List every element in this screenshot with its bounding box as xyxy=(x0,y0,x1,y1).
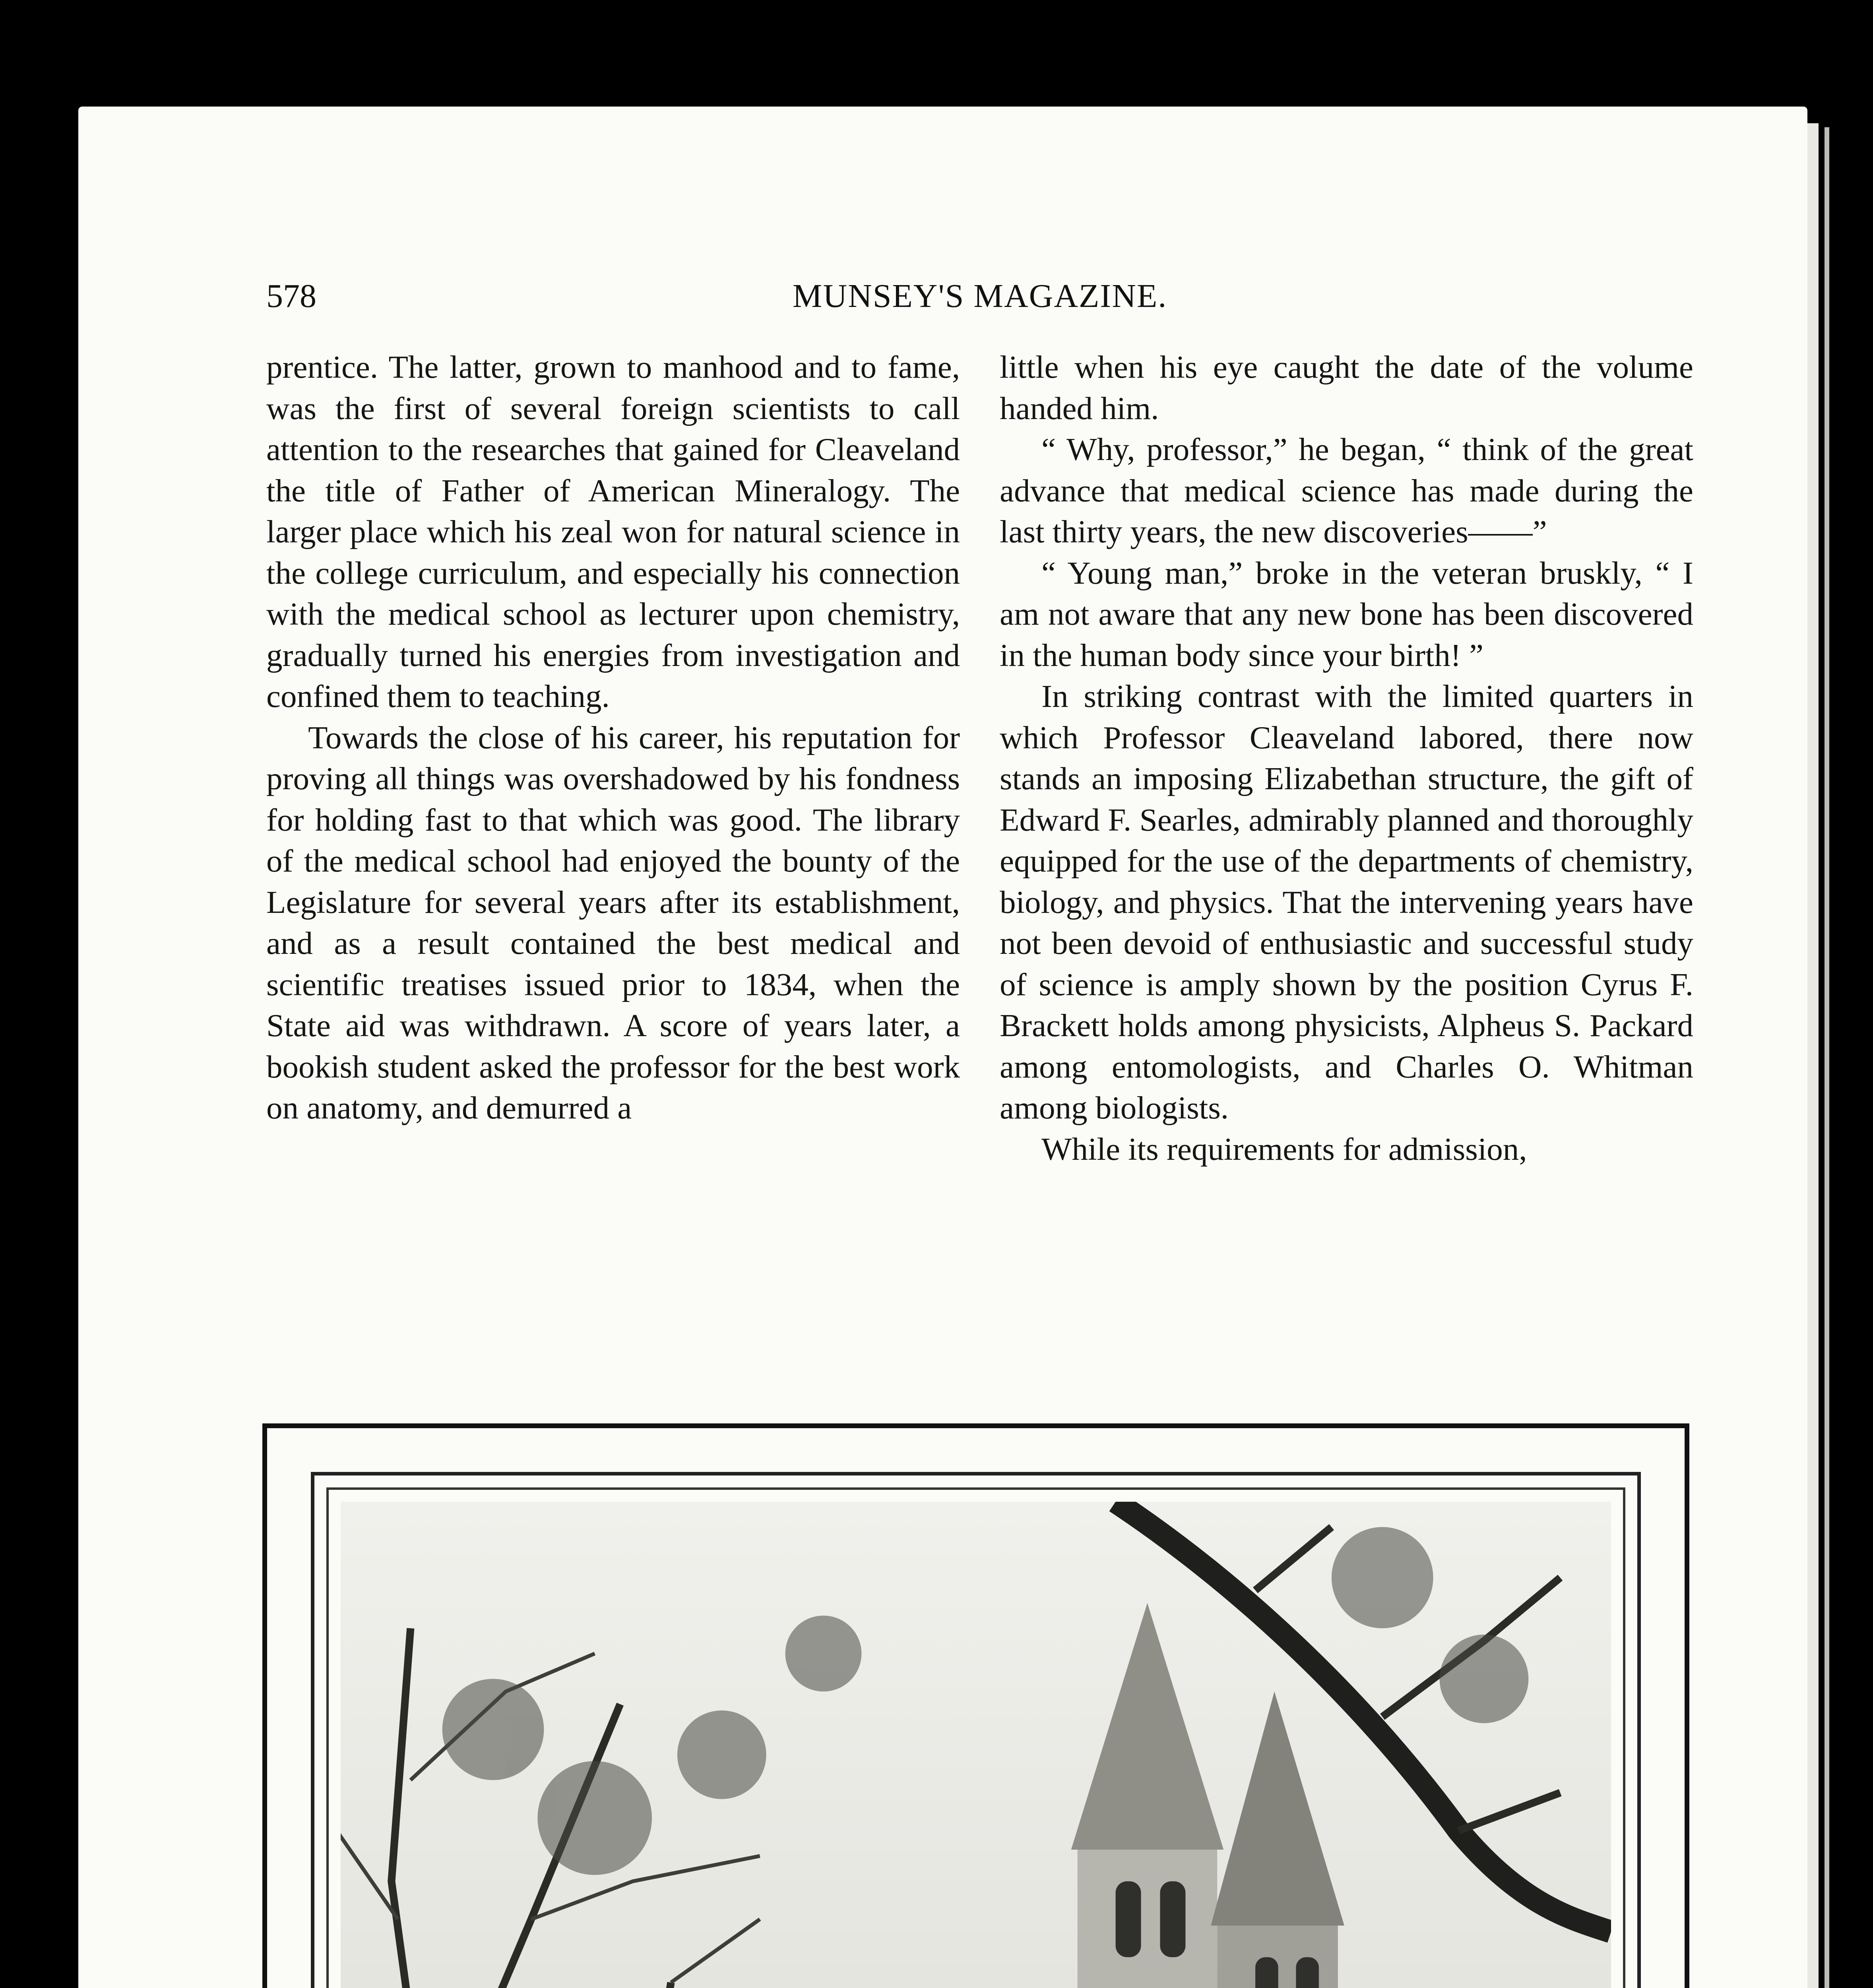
right-paragraph-5: While its requirements for admission, xyxy=(1041,1131,1527,1167)
chapel-photograph xyxy=(341,1502,1611,1988)
right-column xyxy=(1000,347,1693,1170)
page-edge-shadow xyxy=(1825,127,1829,1988)
page-edge xyxy=(1807,123,1819,1988)
right-paragraph-2: “ Why, professor,” he began, “ think of the great advance that medical science has made during the last thirty years, the new discoveries——” xyxy=(1000,431,1693,549)
photo-frame xyxy=(311,1472,1641,1988)
photo-frame-inner xyxy=(326,1487,1625,1988)
left-column xyxy=(266,347,960,1129)
chapel-illustration xyxy=(341,1502,1611,1988)
photo-figure xyxy=(262,1423,1689,1988)
right-paragraph-4: In striking contrast with the limited quarters in which Professor Cleaveland labored, there now stands an imposing Elizabethan structure, the gift of Edward F. Searles, admirably planned and thoroughly equipped for the use of the departments of chemistry, biology, and physics. That the intervening years have not been devoid of enthusiastic and successful study of science is amply shown by the position Cyrus F. Brackett holds among physicists, Alpheus S. Packard among entomologists, and Charles O. Whitman among biologists. xyxy=(1000,678,1693,1126)
left-paragraph-2: Towards the close of his career, his reputation for proving all things was overshadowed by his fondness for holding fast to that which was good. The library of the medical school had enjoyed the bounty of the Legislature for several years after its establishment, and as a result contained the best medical and scientific treatises issued prior to 1834, when the State aid was withdrawn. A score of years later, a bookish student asked the professor for the best work on anatomy, and demurred a xyxy=(266,719,960,1126)
running-title: MUNSEY'S MAGAZINE. xyxy=(792,278,1167,315)
page-header xyxy=(266,274,1693,318)
page-number: 578 xyxy=(266,278,316,315)
right-paragraph-1: little when his eye caught the date of the volume handed him. xyxy=(1000,349,1693,426)
right-paragraph-3: “ Young man,” broke in the veteran bruskly, “ I am not aware that any new bone has been discovered in the human body since your birth! ” xyxy=(1000,555,1693,673)
left-paragraph-1: prentice. The latter, grown to manhood and to fame, was the first of several foreign scientists to call attention to the researches that gained for Cleaveland the title of Father of American Mineralogy. The larger place which his zeal won for natural science in the college curriculum, and especially his connection with the medical school as lecturer upon chemistry, gradually turned his energies from investigation and confined them to teaching. xyxy=(266,349,960,714)
